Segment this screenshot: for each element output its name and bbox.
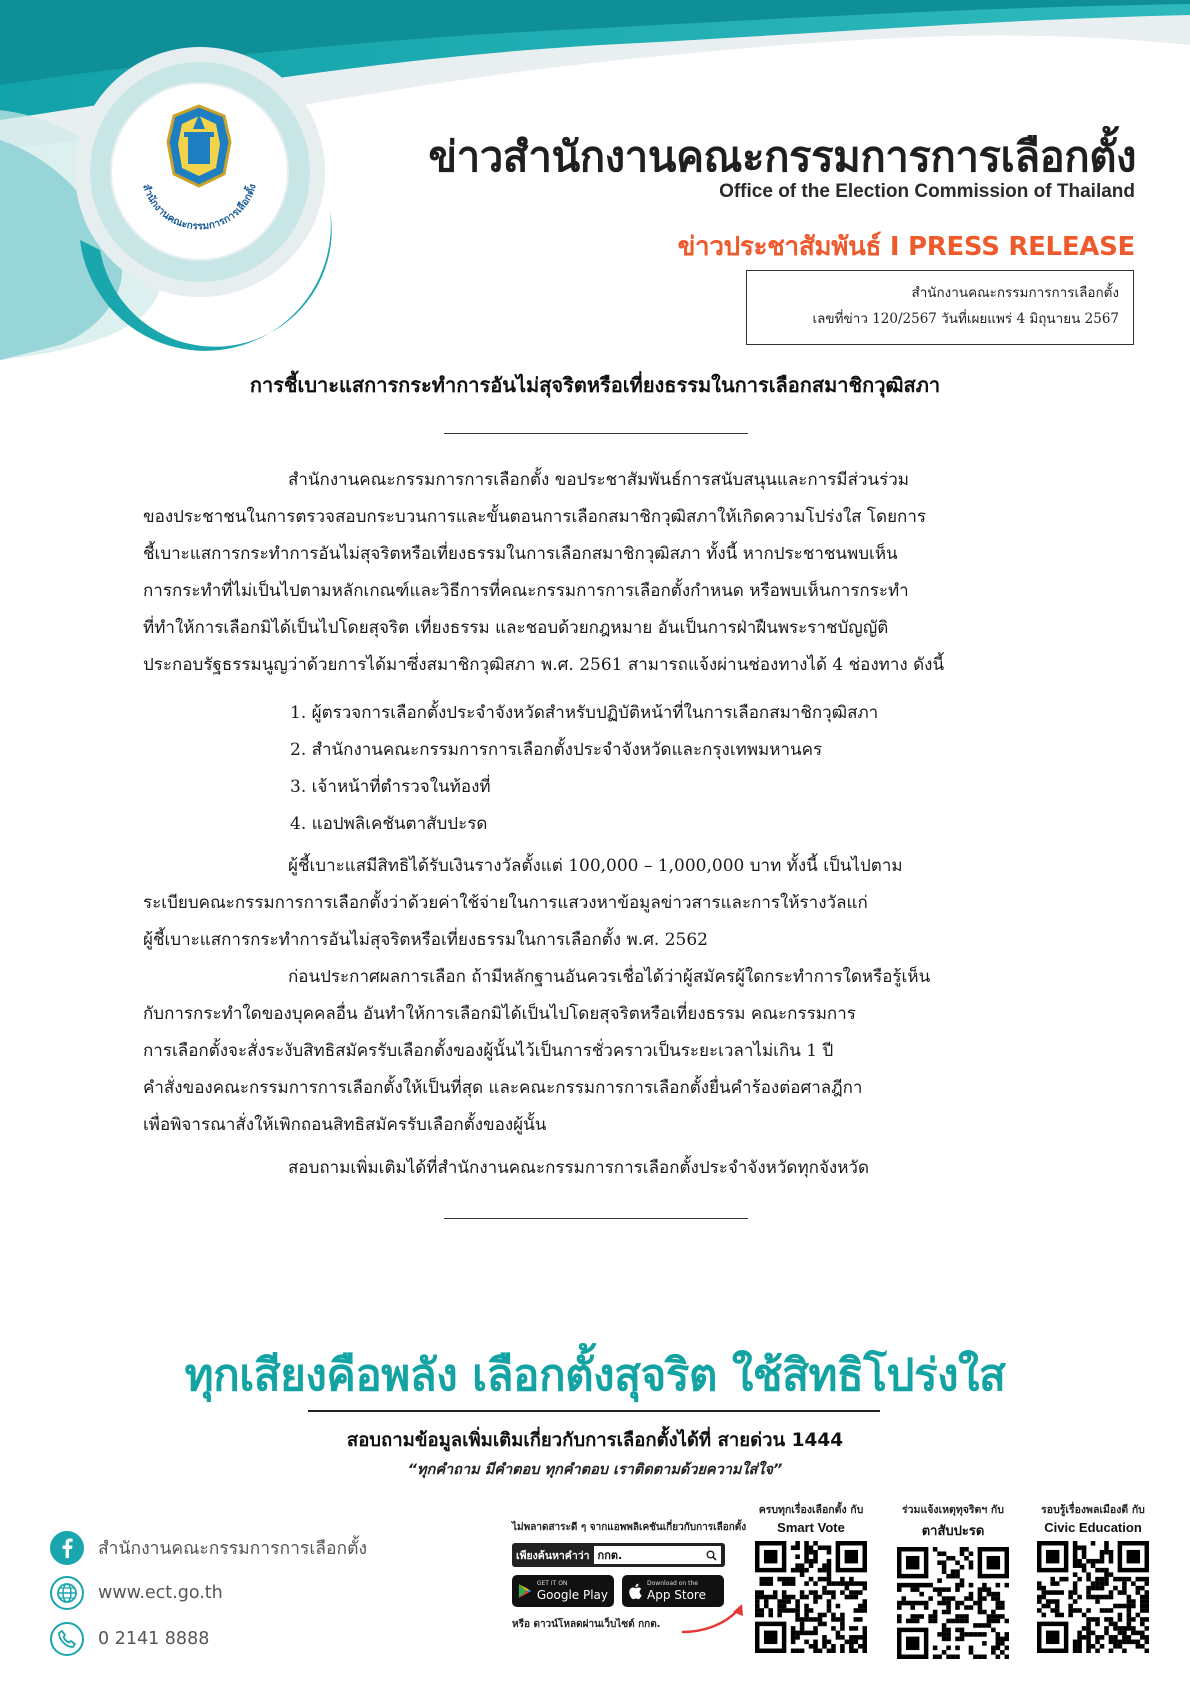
qr-code-icon xyxy=(1037,1541,1149,1653)
motto-text: “ทุกคำถาม มีคำตอบ ทุกคำตอบ เราติดตามด้วยความใส่ใจ” xyxy=(407,1462,783,1478)
channel-item-1: 1. ผู้ตรวจการเลือกตั้งประจำจังหวัดสำหรับปฏิบัติหน้าที่ในการเลือกสมาชิกวุฒิสภา xyxy=(290,703,879,723)
website-url: www.ect.go.th xyxy=(98,1583,223,1603)
globe-icon xyxy=(50,1576,84,1610)
end-divider xyxy=(444,1218,748,1219)
website-download-text: หรือ ดาวน์โหลดผ่านเว็บไซต์ กกต. xyxy=(512,1619,661,1630)
paragraph-line: ก่อนประกาศผลการเลือก ถ้ามีหลักฐานอันควรเชื่อได้ว่าผู้สมัครผู้ใดกระทำการใดหรือรู้เห็น xyxy=(288,967,931,987)
facebook-page-name: สำนักงานคณะกรรมการการเลือกตั้ง xyxy=(98,1539,368,1559)
title-divider xyxy=(444,433,748,434)
google-play-icon xyxy=(518,1582,532,1600)
document-title: การชี้เบาะแสการกระทำการอันไม่สุจริตหรือเที่ยงธรรมในการเลือกสมาชิกวุฒิสภา xyxy=(249,373,941,397)
google-play-button[interactable] xyxy=(512,1575,614,1607)
paragraph-line: คำสั่งของคณะกรรมการการเลือกตั้งให้เป็นที่สุด และคณะกรรมการการเลือกตั้งยื่นคำร้องต่อศาลฎีกา xyxy=(143,1078,863,1098)
paragraph-line: ผู้ชี้เบาะแสการกระทำการอันไม่สุจริตหรือเที่ยงธรรมในการเลือกตั้ง พ.ศ. 2562 xyxy=(143,930,708,950)
qr-caption: รอบรู้เรื่องพลเมืองดี กับ xyxy=(1041,1504,1145,1516)
ect-logo xyxy=(112,84,287,259)
header-title-thai: ข่าวสำนักงานคณะกรรมการการเลือกตั้ง xyxy=(428,132,1136,181)
arrow-icon xyxy=(680,1598,750,1638)
paragraph-line: กับการกระทำใดของบุคคลอื่น อันทำให้การเลือกมิได้เป็นไปโดยสุจริตหรือเที่ยงธรรม คณะกรรมการ xyxy=(143,1004,856,1024)
paragraph-line: ประกอบรัฐธรรมนูญว่าด้วยการได้มาซึ่งสมาชิกวุฒิสภา พ.ศ. 2561 สามารถแจ้งผ่านช่องทางได้ 4 ช่องทาง ดังนี้ xyxy=(143,655,945,675)
search-field[interactable] xyxy=(594,1546,721,1564)
search-label: เพียงค้นหาคำว่า xyxy=(516,1549,590,1562)
paragraph-line: การกระทำที่ไม่เป็นไปตามหลักเกณฑ์และวิธีการที่คณะกรรมการการเลือกตั้งกำหนด หรือพบเห็นการกระทำ xyxy=(143,581,909,601)
channel-item-4: 4. แอปพลิเคชันตาสับปะรด xyxy=(290,814,488,834)
paragraph-intro xyxy=(143,462,1048,684)
google-play-small: GET IT ON xyxy=(536,1580,568,1587)
reference-number-date: เลขที่ข่าว 120/2567 วันที่เผยแพร่ 4 มิถุนายน 2567 xyxy=(812,311,1119,327)
paragraph-line: ผู้ชี้เบาะแสมีสิทธิได้รับเงินรางวัลตั้งแต่ 100,000 – 1,000,000 บาท ทั้งนี้ เป็นไปตาม xyxy=(288,856,903,876)
app-store-label: App Store xyxy=(647,1588,706,1602)
campaign-slogan: ทุกเสียงคือพลัง เลือกตั้งสุจริต ใช้สิทธิโปร่งใส xyxy=(184,1350,1006,1401)
qr-code-icon xyxy=(755,1541,867,1653)
paragraph-line: ของประชาชนในการตรวจสอบกระบวนการและขั้นตอนการเลือกสมาชิกวุฒิสภาให้เกิดความโปร่งใส โดยการ xyxy=(143,507,927,527)
paragraph-reward xyxy=(143,848,1048,1144)
header-title-english: Office of the Election Commission of Thailand xyxy=(719,181,1135,202)
slogan-divider xyxy=(308,1410,880,1412)
qr-app-name: Smart Vote xyxy=(777,1520,845,1535)
app-caption: ไม่พลาดสาระดี ๆ จากแอพพลิเคชันเกี่ยวกับการเลือกตั้ง xyxy=(512,1522,747,1533)
channel-item-2: 2. สำนักงานคณะกรรมการการเลือกตั้งประจำจังหวัดและกรุงเทพมหานคร xyxy=(290,740,823,760)
app-store-small: Download on the xyxy=(647,1580,698,1587)
app-search-bar[interactable] xyxy=(512,1543,725,1567)
reference-org: สำนักงานคณะกรรมการการเลือกตั้ง xyxy=(911,285,1119,301)
paragraph-line: ที่ทำให้การเลือกมิได้เป็นไปโดยสุจริต เที่ยงธรรม และชอบด้วยกฎหมาย อันเป็นการฝ่าฝืนพระราชบัญญัติ xyxy=(143,618,889,638)
paragraph-line: สอบถามเพิ่มเติมได้ที่สำนักงานคณะกรรมการการเลือกตั้งประจำจังหวัดทุกจังหวัด xyxy=(288,1158,870,1178)
qr-caption: ร่วมแจ้งเหตุทุจริตฯ กับ xyxy=(902,1504,1004,1516)
hotline-text: สอบถามข้อมูลเพิ่มเติมเกี่ยวกับการเลือกตั้งได้ที่ สายด่วน 1444 xyxy=(346,1430,844,1451)
phone-number: 0 2141 8888 xyxy=(98,1629,210,1649)
apple-icon xyxy=(628,1583,642,1600)
phone-icon xyxy=(50,1622,84,1656)
channel-item-3: 3. เจ้าหน้าที่ตำรวจในท้องที่ xyxy=(290,777,491,797)
qr-smart-vote[interactable] xyxy=(746,1501,876,1657)
svg-text:สำนักงานคณะกรรมการการเลือกตั้ง xyxy=(140,183,259,233)
paragraph-line: ชี้เบาะแสการกระทำการอันไม่สุจริตหรือเที่ยงธรรมในการเลือกสมาชิกวุฒิสภา ทั้งนี้ หากประชาชนพบเห็น xyxy=(143,544,898,564)
logo-arc-text: สำนักงานคณะกรรมการการเลือกตั้ง xyxy=(140,182,259,233)
qr-app-name: ตาสับปะรด xyxy=(921,1523,985,1538)
qr-code-icon xyxy=(897,1547,1009,1659)
reference-box xyxy=(746,270,1134,345)
qr-tasapparod[interactable] xyxy=(888,1501,1018,1663)
paragraph-contact xyxy=(143,1150,1048,1187)
search-value: กกต. xyxy=(597,1549,623,1562)
paragraph-line: สำนักงานคณะกรรมการการเลือกตั้ง ขอประชาสัมพันธ์การสนับสนุนและการมีส่วนร่วม xyxy=(288,470,909,490)
contact-phone[interactable] xyxy=(50,1621,209,1657)
paragraph-line: การเลือกตั้งจะสั่งระงับสิทธิสมัครรับเลือกตั้งของผู้นั้นไว้เป็นการชั่วคราวเป็นระยะเวลาไม่เกิน 1 ปี xyxy=(143,1041,834,1061)
facebook-icon xyxy=(50,1531,84,1565)
qr-caption: ครบทุกเรื่องเลือกตั้ง กับ xyxy=(758,1504,864,1516)
paragraph-line: ระเบียบคณะกรรมการการเลือกตั้งว่าด้วยค่าใช้จ่ายในการแสวงหาข้อมูลข่าวสารและการให้รางวัลแก่ xyxy=(143,893,868,913)
contact-website[interactable] xyxy=(50,1575,223,1611)
qr-civic-education[interactable] xyxy=(1028,1501,1158,1657)
search-icon xyxy=(706,1550,717,1561)
contact-facebook[interactable] xyxy=(50,1530,367,1566)
press-release-label: ข่าวประชาสัมพันธ์ I PRESS RELEASE xyxy=(677,232,1135,262)
qr-app-name: Civic Education xyxy=(1044,1520,1142,1535)
paragraph-line: เพื่อพิจารณาสั่งให้เพิกถอนสิทธิสมัครรับเลือกตั้งของผู้นั้น xyxy=(143,1115,547,1135)
google-play-label: Google Play xyxy=(536,1588,608,1602)
